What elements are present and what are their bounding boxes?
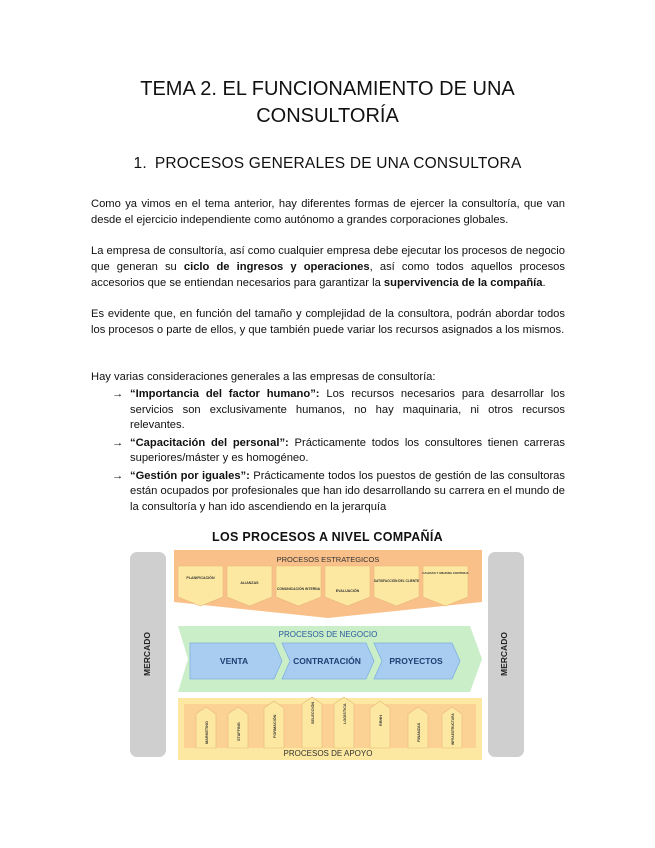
- p2-bold-b: supervivencia de la compañía: [383, 277, 543, 289]
- strategic-item: [276, 566, 321, 606]
- strategic-item-label: PLANIFICACIÓN: [186, 576, 215, 580]
- support-item: [370, 701, 390, 748]
- support-item-label: FORMACIÓN: [273, 714, 277, 738]
- strategic-item: [325, 566, 370, 606]
- paragraph-2: [91, 243, 565, 291]
- list-item: [112, 436, 565, 467]
- business-header: PROCESOS DE NEGOCIO: [278, 630, 378, 639]
- strategic-item: [178, 566, 223, 606]
- strategic-header: PROCESOS ESTRATEGICOS: [276, 555, 380, 564]
- right-market-label: MERCADO: [499, 632, 509, 676]
- arrow-right-icon: →: [112, 469, 124, 482]
- support-item-label: FINANZAS: [417, 722, 421, 742]
- section-number: 1.: [133, 155, 147, 172]
- strategic-item-label: SATISFACCIÓN DEL CLIENTE: [373, 579, 420, 583]
- support-item: [408, 707, 428, 748]
- p2-bold-a: ciclo de ingresos y operaciones: [183, 261, 370, 273]
- support-item-label: INFRAESTRUCTURA: [451, 713, 455, 745]
- p2-text-c: .: [542, 277, 546, 289]
- support-item: [302, 697, 322, 748]
- p2-text-b: , así como todos aquellos procesos accesorios que se entiendan necesarios para garantizar la: [91, 261, 565, 289]
- support-item-label: SELECCIÓN: [311, 701, 315, 724]
- title-line-2: CONSULTORÍA: [256, 105, 399, 127]
- item-bold: “Importancia del factor humano”:: [130, 388, 320, 400]
- title-line-1: TEMA 2. EL FUNCIONAMIENTO DE UNA: [140, 78, 515, 100]
- paragraph-4: Hay varias consideraciones generales a las empresas de consultoría:: [91, 371, 436, 383]
- item-bold: “Capacitación del personal”:: [130, 436, 289, 449]
- support-item: [334, 697, 354, 748]
- figure-title: LOS PROCESOS A NIVEL COMPAÑÍA: [212, 530, 443, 544]
- support-header: PROCESOS DE APOYO: [283, 749, 373, 758]
- strategic-item-label: EVALUACIÓN: [335, 589, 360, 593]
- support-item-label: LOGÍSTICA: [343, 703, 347, 724]
- support-item: [196, 707, 216, 748]
- support-item-label: STAFFING: [237, 722, 241, 741]
- section-heading: [0, 155, 655, 173]
- section-title: PROCESOS GENERALES DE UNA CONSULTORA: [154, 155, 522, 172]
- left-market-label: MERCADO: [142, 632, 152, 676]
- list-item: [112, 387, 565, 434]
- item-bold: “Gestión por iguales”:: [130, 469, 250, 482]
- business-item-label: PROYECTOS: [389, 656, 443, 666]
- paragraph-1: Como ya vimos en el tema anterior, hay diferentes formas de ejercer la consultoría, que van desde el ejercicio independiente como autónomo a grandes corporaciones globales.: [91, 198, 565, 226]
- arrow-right-icon: →: [112, 388, 124, 400]
- business-items: [190, 643, 460, 679]
- paragraph-3: Es evidente que, en función del tamaño y complejidad de la consultora, podrán abordar todos los procesos o parte de ellos, y que también puede variar los recursos asignados a los mismos.: [91, 308, 565, 336]
- page-title: [0, 76, 655, 130]
- support-item-label: MARKETING: [205, 721, 209, 744]
- strategic-item-label: ALIANZAS: [240, 581, 259, 585]
- strategic-item-label: COMUNICACIÓN INTERNA: [276, 587, 321, 591]
- support-item: [442, 707, 462, 748]
- item-text: Prácticamente todos los consultores tienen carreras superiores/máster y es homogéneo.: [130, 436, 565, 464]
- business-item-contratacion: [282, 643, 374, 679]
- strategic-item-label: CALIDAD Y MEJORA CONTINUA: [422, 571, 469, 575]
- support-item-label: RRHH: [379, 715, 383, 726]
- strategic-item: [227, 566, 272, 606]
- process-diagram: [130, 548, 530, 763]
- p2-text-a: La empresa de consultoría, así como cualquier empresa debe ejecutar los procesos de negocio que generan su: [91, 245, 565, 273]
- business-item-label: VENTA: [219, 656, 249, 666]
- business-item-proyectos: [374, 643, 460, 679]
- considerations-list: [112, 387, 565, 517]
- item-text: Los recursos necesarios para desarrollar los servicios son exclusivamente humanos, no hay maquinaria, ni otros recursos relevantes.: [130, 388, 566, 431]
- list-item: [112, 469, 565, 516]
- item-text: Prácticamente todos los puestos de gestión de las consultoras están ocupados por profesionales que han ido desarrollando su carrera en el mundo de la consultoría y han ido ascendiendo en la jerarquía: [130, 469, 565, 513]
- business-item-venta: [190, 643, 282, 679]
- business-item-label: CONTRATACIÓN: [293, 656, 361, 666]
- support-item: [264, 701, 284, 748]
- arrow-right-icon: →: [112, 436, 124, 449]
- support-item: [228, 707, 248, 748]
